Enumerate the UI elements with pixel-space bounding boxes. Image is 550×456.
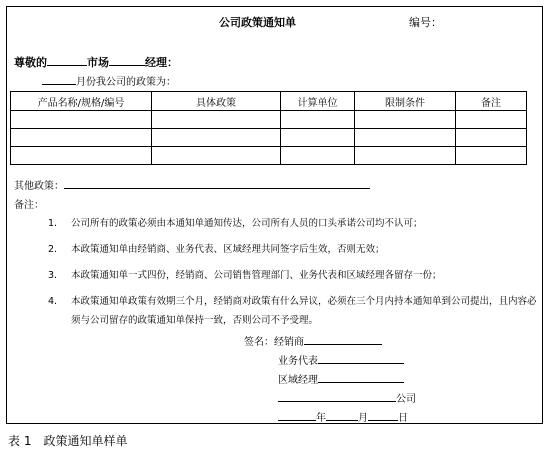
table-row <box>11 111 527 129</box>
notes-list <box>48 214 538 337</box>
table-row <box>11 147 527 165</box>
day-label: 日 <box>398 413 408 424</box>
header-policy: 具体政策 <box>152 92 281 111</box>
note-number: 2. <box>48 244 58 255</box>
table-cell[interactable] <box>11 111 152 129</box>
signature-sales-row <box>244 352 416 371</box>
table-header-row <box>11 92 527 111</box>
other-policy-line <box>14 177 370 192</box>
note-number: 4. <box>48 296 58 307</box>
company-label: 公司 <box>396 394 416 405</box>
header-unit: 计算单位 <box>281 92 355 111</box>
dealer-blank[interactable] <box>304 333 382 345</box>
salutation-manager: 经理： <box>145 56 178 69</box>
table-cell[interactable] <box>456 111 527 129</box>
list-item <box>48 266 538 285</box>
sales-rep-blank[interactable] <box>318 352 404 364</box>
table-cell[interactable] <box>281 129 355 147</box>
signature-label: 签名： <box>244 337 274 348</box>
note-number: 3. <box>48 270 58 281</box>
table-caption: 表 1 政策通知单样单 <box>8 434 128 448</box>
signature-company-row <box>244 390 416 409</box>
dealer-label: 经销商 <box>274 337 304 348</box>
month-label: 月 <box>358 413 368 424</box>
company-blank[interactable] <box>278 390 396 402</box>
header-restriction: 限制条件 <box>355 92 456 111</box>
list-item <box>48 214 538 233</box>
signature-dealer-row <box>244 333 416 352</box>
table-cell[interactable] <box>152 129 281 147</box>
header-product: 产品名称/规格/编号 <box>11 92 152 111</box>
year-label: 年 <box>316 413 326 424</box>
policy-table <box>10 91 527 165</box>
note-text: 公司所有的政策必须由本通知单通知传达，公司所有人员的口头承诺公司均不认可； <box>71 218 423 229</box>
month-blank <box>42 73 76 85</box>
signature-block <box>244 333 416 428</box>
signature-manager-row <box>244 371 416 390</box>
table-cell[interactable] <box>281 111 355 129</box>
remarks-label: 备注： <box>14 200 44 211</box>
table-cell[interactable] <box>281 147 355 165</box>
table-cell[interactable] <box>456 129 527 147</box>
table-cell[interactable] <box>152 111 281 129</box>
sales-rep-label: 业务代表 <box>278 356 318 367</box>
month-line <box>42 73 176 88</box>
table-cell[interactable] <box>456 147 527 165</box>
number-label: 编号： <box>409 16 442 29</box>
other-policy-label: 其他政策： <box>14 181 64 192</box>
table-cell[interactable] <box>11 147 152 165</box>
list-item <box>48 240 538 259</box>
signature-date-row <box>244 409 416 428</box>
market-blank <box>47 54 87 66</box>
list-item <box>48 292 538 330</box>
regional-manager-blank[interactable] <box>318 371 404 383</box>
table-cell[interactable] <box>11 129 152 147</box>
note-text: 本政策通知单一式四份，经销商、公司销售管理部门、业务代表和区域经理各留存一份； <box>71 270 442 281</box>
manager-blank <box>109 54 145 66</box>
table-cell[interactable] <box>355 129 456 147</box>
regional-manager-label: 区域经理 <box>278 375 318 386</box>
day-blank[interactable] <box>368 409 398 421</box>
note-number: 1. <box>48 218 58 229</box>
month-line-text: 月份我公司的政策为： <box>76 77 176 88</box>
salutation-market: 市场 <box>87 56 109 69</box>
salutation <box>14 54 178 70</box>
table-cell[interactable] <box>355 111 456 129</box>
year-blank[interactable] <box>278 409 316 421</box>
form-title: 公司政策通知单 <box>219 16 296 29</box>
note-text: 本政策通知单由经销商、业务代表、区域经理共同签字后生效，否则无效； <box>71 244 385 255</box>
note-text: 本政策通知单政策有效期三个月，经销商对政策有什么异议，必须在三个月内持本通知单到公司提出，且内容必须与公司留存的政策通知单保持一致，否则公司不予受理。 <box>71 296 537 326</box>
header-remark: 备注 <box>456 92 527 111</box>
salutation-prefix: 尊敬的 <box>14 56 47 69</box>
table-cell[interactable] <box>355 147 456 165</box>
table-row <box>11 129 527 147</box>
table-cell[interactable] <box>152 147 281 165</box>
other-policy-blank[interactable] <box>64 177 370 189</box>
month-blank[interactable] <box>326 409 358 421</box>
